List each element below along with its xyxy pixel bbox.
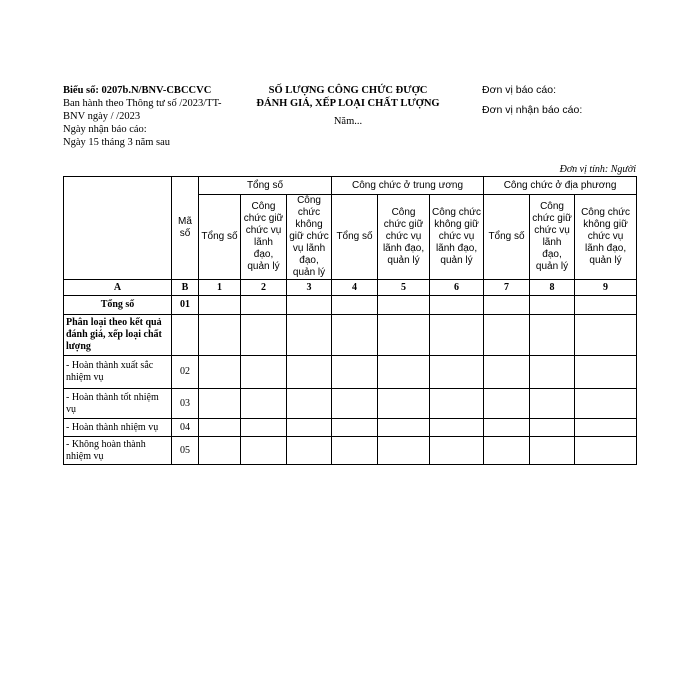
report-title-block xyxy=(243,84,453,128)
index-cell: 3 xyxy=(287,280,332,296)
index-cell: 9 xyxy=(575,280,637,296)
receive-date-label: Ngày nhận báo cáo: xyxy=(63,124,147,135)
data-cell xyxy=(332,419,378,437)
data-cell xyxy=(199,356,241,389)
row-code: 02 xyxy=(172,356,199,389)
data-cell xyxy=(378,356,430,389)
data-cell xyxy=(575,437,637,465)
receiving-unit-label: Đơn vị nhận báo cáo: xyxy=(482,104,583,116)
data-cell xyxy=(484,296,530,315)
data-cell xyxy=(199,315,241,356)
data-cell xyxy=(530,296,575,315)
unit-info-block xyxy=(482,84,632,117)
issued-by-text: Ban hành theo Thông tư số /2023/TT-BNV ngày / /2023 xyxy=(63,98,222,122)
data-cell xyxy=(484,356,530,389)
ma-so-header: Mã số xyxy=(172,177,199,280)
row-code: 01 xyxy=(172,296,199,315)
data-cell xyxy=(575,315,637,356)
sub-header-total: Tổng số xyxy=(484,195,530,280)
sub-header-total: Tổng số xyxy=(199,195,241,280)
data-cell xyxy=(287,389,332,419)
data-cell xyxy=(332,437,378,465)
data-cell xyxy=(430,296,484,315)
data-cell xyxy=(484,389,530,419)
data-cell xyxy=(287,419,332,437)
unit-label: Đơn vị tính: Người xyxy=(559,164,636,175)
data-cell xyxy=(332,389,378,419)
sub-header-total: Tổng số xyxy=(332,195,378,280)
data-cell xyxy=(287,437,332,465)
row-label: - Hoàn thành tốt nhiệm vụ xyxy=(64,389,172,419)
report-table xyxy=(63,176,637,465)
data-cell xyxy=(484,437,530,465)
data-cell xyxy=(484,419,530,437)
report-title-line2: ĐÁNH GIÁ, XẾP LOẠI CHẤT LƯỢNG xyxy=(256,98,440,109)
sub-header-leader: Công chức giữ chức vụ lãnh đạo, quản lý xyxy=(241,195,287,280)
row-code: 03 xyxy=(172,389,199,419)
data-cell xyxy=(430,419,484,437)
data-cell xyxy=(530,419,575,437)
index-cell: 8 xyxy=(530,280,575,296)
data-cell xyxy=(530,389,575,419)
sub-header-leader: Công chức giữ chức vụ lãnh đạo, quản lý xyxy=(378,195,430,280)
row-code: 05 xyxy=(172,437,199,465)
index-cell: B xyxy=(172,280,199,296)
data-cell xyxy=(241,356,287,389)
group-header-total: Tổng số xyxy=(199,177,332,195)
index-cell: 4 xyxy=(332,280,378,296)
data-cell xyxy=(484,315,530,356)
row-label: Phân loại theo kết quả đánh giá, xếp loại chất lượng xyxy=(64,315,172,356)
receive-date: Ngày 15 tháng 3 năm sau xyxy=(63,137,171,148)
data-cell xyxy=(241,389,287,419)
data-cell xyxy=(378,315,430,356)
row-code xyxy=(172,315,199,356)
table-row xyxy=(64,419,637,437)
row-label: Tổng số xyxy=(64,296,172,315)
data-cell xyxy=(575,419,637,437)
index-cell: 1 xyxy=(199,280,241,296)
row-label-header xyxy=(64,177,172,280)
group-header-row xyxy=(64,177,637,195)
index-cell: 7 xyxy=(484,280,530,296)
row-code: 04 xyxy=(172,419,199,437)
sub-header-non-leader: Công chức không giữ chức vụ lãnh đạo, quản lý xyxy=(287,195,332,280)
index-cell: A xyxy=(64,280,172,296)
group-header-central: Công chức ở trung ương xyxy=(332,177,484,195)
data-cell xyxy=(332,315,378,356)
index-cell: 2 xyxy=(241,280,287,296)
data-cell xyxy=(430,437,484,465)
data-cell xyxy=(287,356,332,389)
table-row xyxy=(64,356,637,389)
data-cell xyxy=(332,296,378,315)
data-cell xyxy=(241,296,287,315)
data-cell xyxy=(430,389,484,419)
data-cell xyxy=(530,437,575,465)
data-cell xyxy=(241,437,287,465)
data-cell xyxy=(241,419,287,437)
data-cell xyxy=(199,296,241,315)
data-cell xyxy=(378,296,430,315)
form-code: Biểu số: 0207b.N/BNV-CBCCVC xyxy=(63,85,212,96)
data-cell xyxy=(430,315,484,356)
table-row xyxy=(64,389,637,419)
data-cell xyxy=(199,389,241,419)
row-label: - Hoàn thành xuất sắc nhiệm vụ xyxy=(64,356,172,389)
data-cell xyxy=(332,356,378,389)
group-header-local: Công chức ở địa phương xyxy=(484,177,637,195)
sub-header-leader: Công chức giữ chức vụ lãnh đạo, quản lý xyxy=(530,195,575,280)
index-cell: 5 xyxy=(378,280,430,296)
data-cell xyxy=(287,315,332,356)
row-label: - Hoàn thành nhiệm vụ xyxy=(64,419,172,437)
data-cell xyxy=(287,296,332,315)
data-cell xyxy=(530,356,575,389)
data-cell xyxy=(199,419,241,437)
reporting-unit-label: Đơn vị báo cáo: xyxy=(482,84,557,96)
report-year: Năm... xyxy=(333,116,363,127)
index-cell: 6 xyxy=(430,280,484,296)
data-cell xyxy=(241,315,287,356)
data-cell xyxy=(530,315,575,356)
table-row xyxy=(64,296,637,315)
report-title-line1: SỐ LƯỢNG CÔNG CHỨC ĐƯỢC xyxy=(268,85,428,96)
index-row xyxy=(64,280,637,296)
row-label: - Không hoàn thành nhiệm vụ xyxy=(64,437,172,465)
data-cell xyxy=(378,437,430,465)
data-cell xyxy=(199,437,241,465)
form-info-block xyxy=(63,84,238,149)
data-cell xyxy=(575,296,637,315)
sub-header-non-leader: Công chức không giữ chức vụ lãnh đạo, quản lý xyxy=(430,195,484,280)
table-row xyxy=(64,437,637,465)
data-cell xyxy=(378,419,430,437)
data-cell xyxy=(575,389,637,419)
table-row xyxy=(64,315,637,356)
sub-header-non-leader: Công chức không giữ chức vụ lãnh đạo, quản lý xyxy=(575,195,637,280)
data-cell xyxy=(575,356,637,389)
data-cell xyxy=(378,389,430,419)
data-cell xyxy=(430,356,484,389)
